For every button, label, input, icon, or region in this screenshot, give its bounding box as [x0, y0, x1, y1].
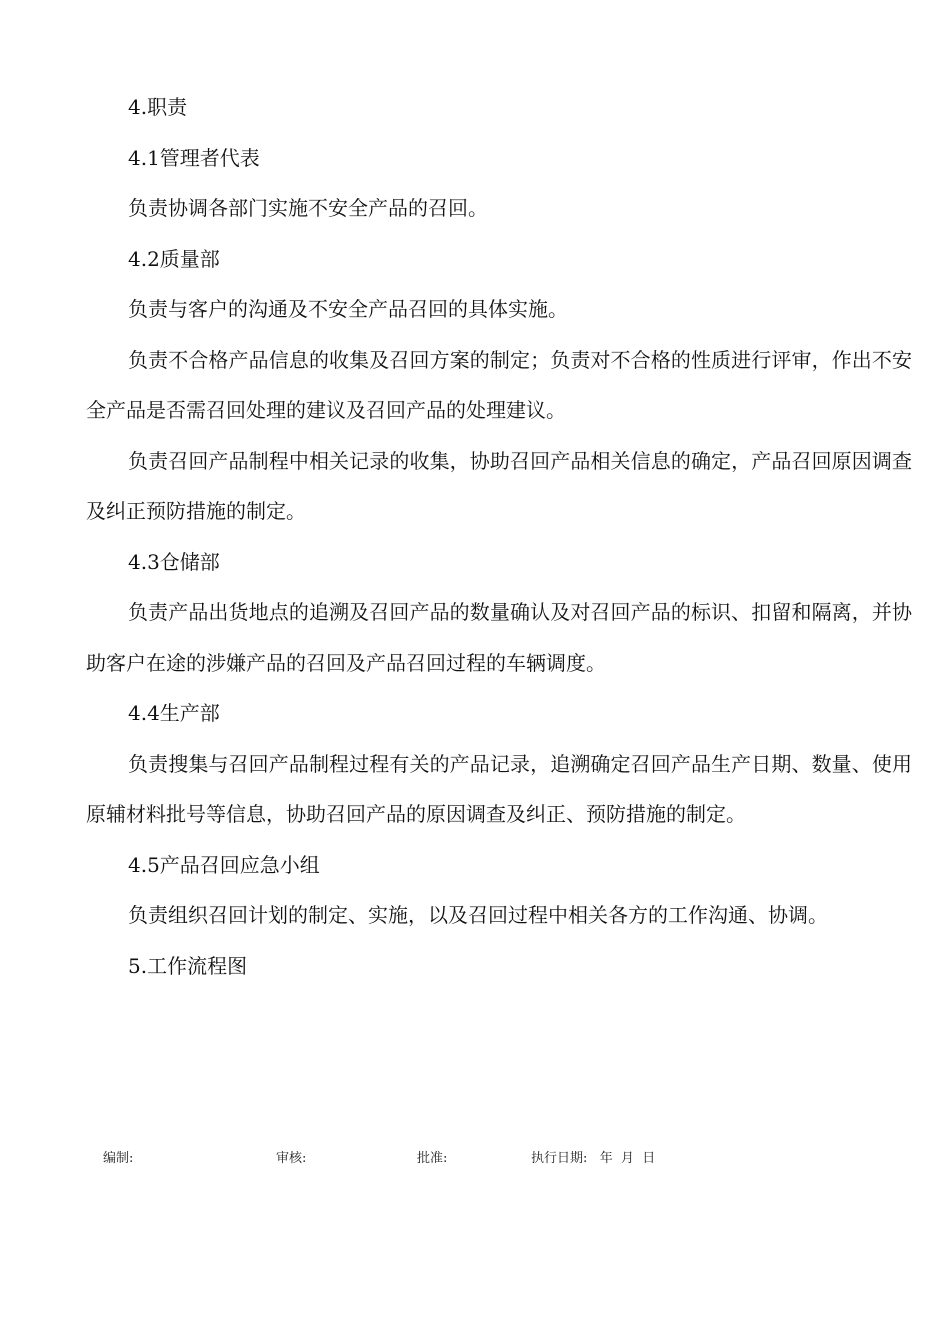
subsection-title-4-3: 4.3仓储部	[128, 549, 220, 574]
footer-reviewed-by-label: 审核:	[276, 1151, 307, 1166]
paragraph-4-1: 负责协调各部门实施不安全产品的召回。	[128, 196, 488, 220]
subsection-title-4-1: 4.1管理者代表	[128, 145, 260, 170]
footer-approved-by-label: 批准:	[417, 1151, 448, 1166]
paragraph-4-3: 负责产品出货地点的追溯及召回产品的数量确认及对召回产品的标识、扣留和隔离，并协助客户在途的涉嫌产品的召回及产品召回过程的车辆调度。	[86, 600, 912, 675]
document-body	[86, 82, 912, 991]
paragraph-4-2-c: 负责召回产品制程中相关记录的收集，协助召回产品相关信息的确定，产品召回原因调查及纠正预防措施的制定。	[86, 448, 912, 523]
subsection-title-4-5: 4.5产品召回应急小组	[128, 852, 320, 877]
paragraph-4-2-a: 负责与客户的沟通及不安全产品召回的具体实施。	[128, 297, 568, 321]
paragraph-4-5: 负责组织召回计划的制定、实施，以及召回过程中相关各方的工作沟通、协调。	[128, 903, 828, 927]
subsection-title-4-4: 4.4生产部	[128, 701, 220, 725]
paragraph-4-2-b: 负责不合格产品信息的收集及召回方案的制定；负责对不合格的性质进行评审，作出不安全产品是否需召回处理的建议及召回产品的处理建议。	[86, 347, 912, 422]
section-heading-5: 5.工作流程图	[128, 953, 248, 978]
footer-execution-date-label: 执行日期: 年 月 日	[531, 1151, 656, 1166]
footer-compiled-by-label: 编制:	[103, 1151, 134, 1166]
paragraph-4-4: 负责搜集与召回产品制程过程有关的产品记录，追溯确定召回产品生产日期、数量、使用原辅材料批号等信息，协助召回产品的原因调查及纠正、预防措施的制定。	[86, 751, 912, 826]
approval-footer	[0, 1149, 950, 1169]
subsection-title-4-2: 4.2质量部	[128, 246, 220, 271]
section-heading-4: 4.职责	[128, 95, 188, 119]
